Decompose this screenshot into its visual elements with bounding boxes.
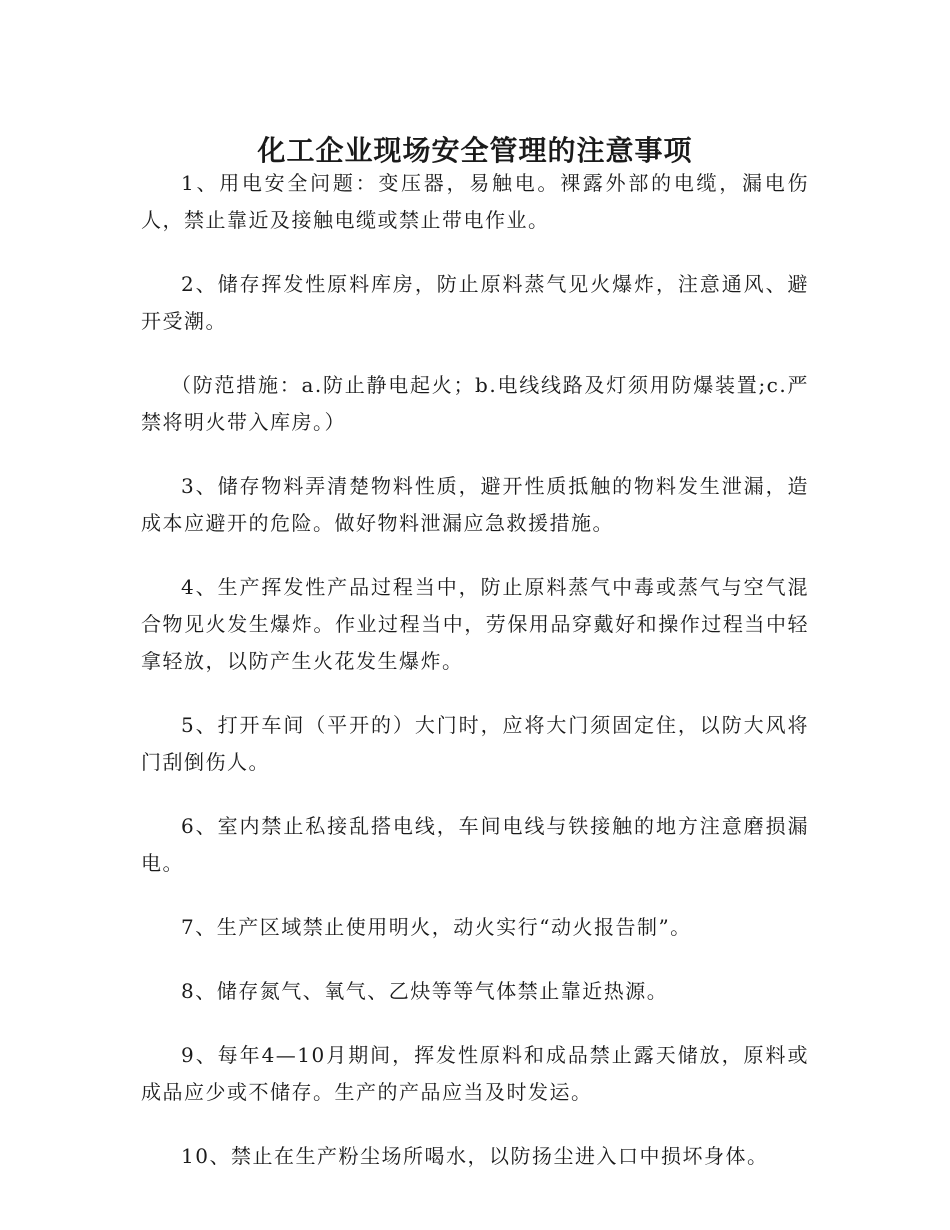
paragraph-6: 6、室内禁止私接乱搭电线，车间电线与铁接触的地方注意磨损漏电。 <box>141 814 809 875</box>
paragraph-8: 8、储存氮气、氧气、乙炔等等气体禁止靠近热源。 <box>181 979 669 1003</box>
paragraph-10: 10、禁止在生产粉尘场所喝水，以防扬尘进入口中损坏身体。 <box>181 1144 769 1168</box>
paragraph-9: 9、每年4—10月期间，挥发性原料和成品禁止露天储放，原料或成品应少或不储存。生产的产品应当及时发运。 <box>141 1043 809 1104</box>
paragraph-1: 1、用电安全问题：变压器，易触电。裸露外部的电缆，漏电伤人，禁止靠近及接触电缆或禁止带电作业。 <box>141 171 809 232</box>
paragraph-2: 2、储存挥发性原料库房，防止原料蒸气见火爆炸，注意通风、避开受潮。 <box>141 272 809 333</box>
document-body <box>141 165 809 1202</box>
paragraph-2-note: （防范措施：a.防止静电起火；b.电线线路及灯须用防爆装置;c.严禁将明火带入库房。） <box>141 373 809 434</box>
paragraph-4: 4、生产挥发性产品过程当中，防止原料蒸气中毒或蒸气与空气混合物见火发生爆炸。作业过程当中，劳保用品穿戴好和操作过程当中轻拿轻放，以防产生火花发生爆炸。 <box>141 575 809 673</box>
paragraph-3: 3、储存物料弄清楚物料性质，避开性质抵触的物料发生泄漏，造成本应避开的危险。做好物料泄漏应急救援措施。 <box>141 474 809 535</box>
paragraph-7: 7、生产区域禁止使用明火，动火实行“动火报告制”。 <box>181 915 692 939</box>
paragraph-5: 5、打开车间（平开的）大门时，应将大门须固定住，以防大风将门刮倒伤人。 <box>141 713 809 774</box>
document-title: 化工企业现场安全管理的注意事项 <box>257 133 693 167</box>
